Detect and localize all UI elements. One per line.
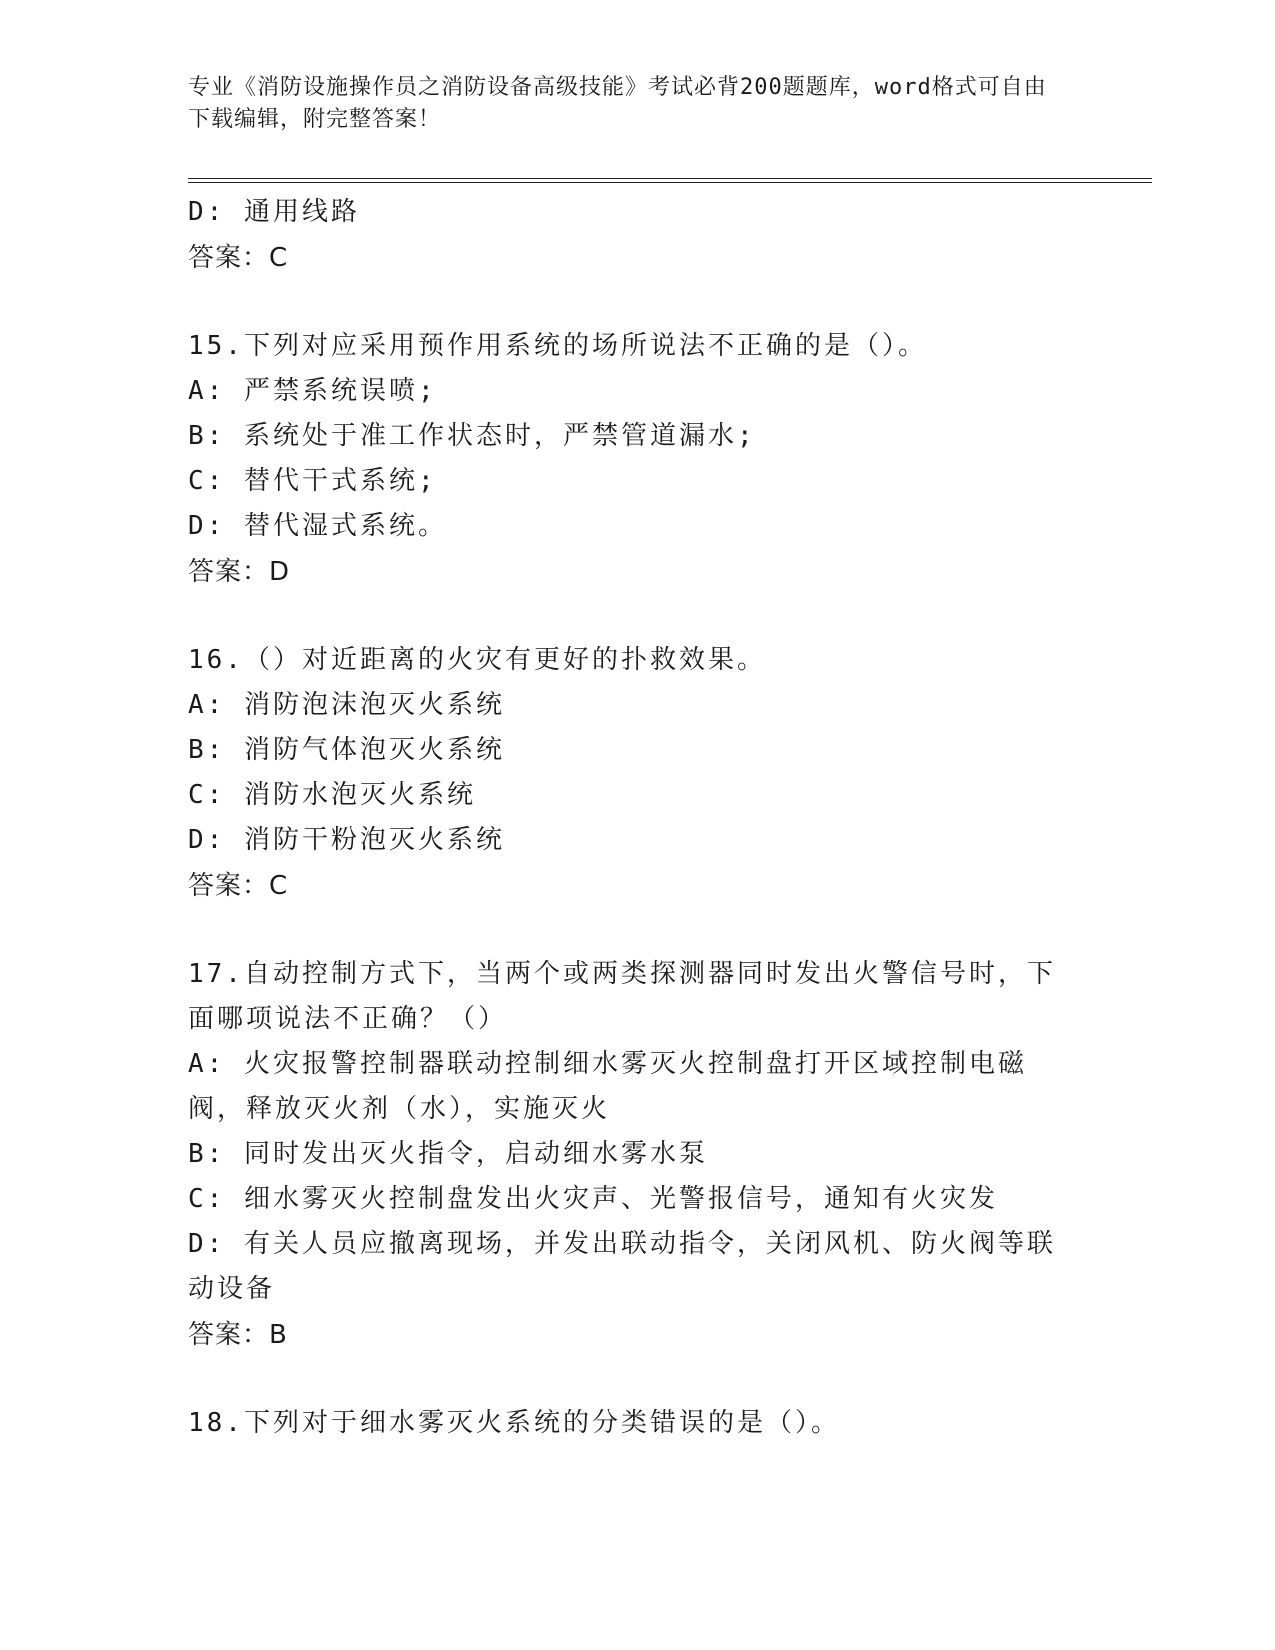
page-header: 专业《消防设施操作员之消防设备高级技能》考试必背200题题库，word格式可自由下载编辑，附完整答案！ — [188, 75, 1047, 132]
option-b: B: 系统处于准工作状态时，严禁管道漏水; — [188, 421, 756, 451]
option-b: B: 消防气体泡灭火系统 — [188, 735, 505, 765]
option-a: A: 严禁系统误喷; — [188, 376, 437, 406]
answer-line: 答案：D — [188, 557, 291, 587]
question-16 — [188, 638, 1078, 909]
document-body — [188, 190, 1078, 1446]
answer-line: 答案：C — [188, 871, 289, 901]
answer-line: 答案：C — [188, 243, 289, 273]
question-stem: 17.自动控制方式下，当两个或两类探测器同时发出火警信号时，下面哪项说法不正确？（） — [188, 959, 1056, 1034]
option-c: C: 消防水泡灭火系统 — [188, 780, 476, 810]
option-a: A: 消防泡沫泡灭火系统 — [188, 690, 505, 720]
option-d: D: 有关人员应撤离现场，并发出联动指令，关闭风机、防火阀等联动设备 — [188, 1229, 1056, 1304]
question-17 — [188, 952, 1078, 1358]
question-stem: 15.下列对应采用预作用系统的场所说法不正确的是（）。 — [188, 331, 927, 361]
header-divider — [188, 178, 1152, 183]
option-c: C: 替代干式系统; — [188, 466, 437, 496]
question-stem: 16.（）对近距离的火灾有更好的扑救效果。 — [188, 645, 766, 675]
question-stem: 18.下列对于细水雾灭火系统的分类错误的是（）。 — [188, 1408, 840, 1438]
question-15 — [188, 324, 1078, 595]
option-d: D: 替代湿式系统。 — [188, 511, 447, 541]
question-18 — [188, 1401, 1078, 1446]
answer-line: 答案：B — [188, 1320, 288, 1350]
option-b: B: 同时发出灭火指令，启动细水雾水泵 — [188, 1139, 708, 1169]
option-c: C: 细水雾灭火控制盘发出火灾声、光警报信号，通知有火灾发 — [188, 1184, 998, 1214]
option-d: D: 通用线路 — [188, 197, 360, 227]
option-d: D: 消防干粉泡灭火系统 — [188, 825, 505, 855]
option-a: A: 火灾报警控制器联动控制细水雾灭火控制盘打开区域控制电磁阀，释放灭火剂（水），实施灭火 — [188, 1049, 1027, 1124]
